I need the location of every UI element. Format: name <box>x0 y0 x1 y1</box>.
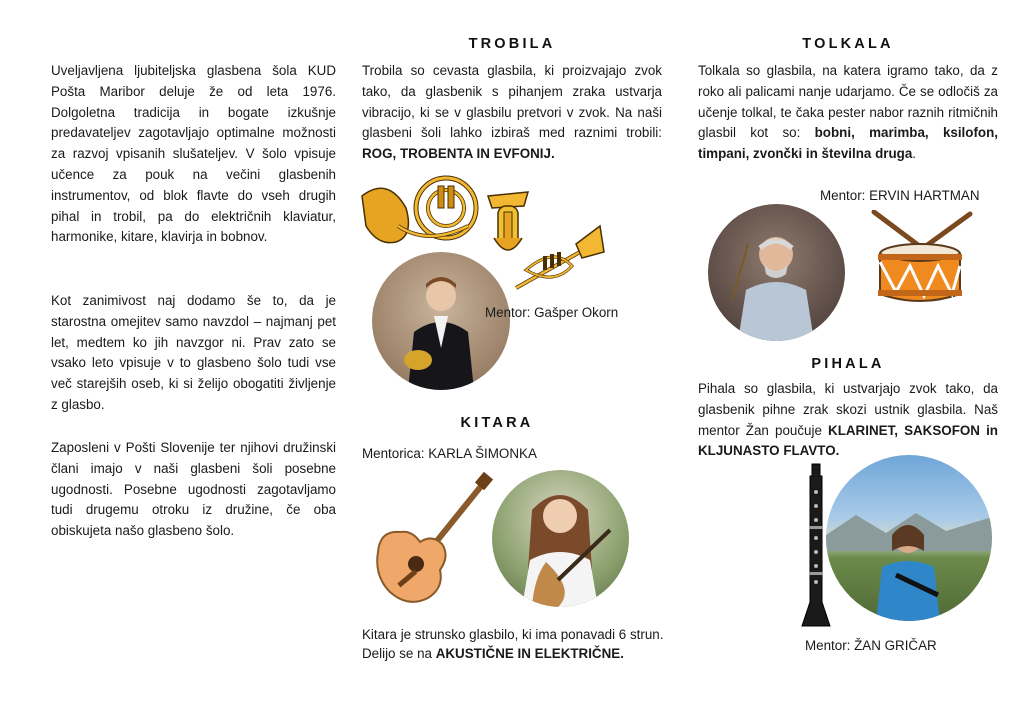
trobila-text-body: Trobila so cevasta glasbila, ki proizvajajo zvok tako, da glasbenik s pihanjem zraka ustvarja vibracijo, ki se v glasbilu pretvori v zvok. Na naši glasbeni šoli lahko izbiraš med raznimi trobili: <box>362 63 662 141</box>
tolkala-mentor: Mentor: ERVIN HARTMAN <box>820 188 980 203</box>
guitar-icon <box>370 472 495 607</box>
mentor-karla-photo <box>492 470 629 607</box>
pihala-text <box>698 379 998 462</box>
mentor-ervin-photo <box>708 204 845 341</box>
trobila-text <box>362 61 662 165</box>
person-icon <box>826 455 992 621</box>
kitara-heading: KITARA <box>460 415 534 431</box>
tolkala-text-body: Tolkala so glasbila, na katera igramo tako, da z roko ali palicami nanje udarjamo. Če se odločiš za učenje tolkal, te čaka pester nabor raznih ritmičnih glasbil kot so: <box>698 63 998 141</box>
tolkala-heading: TOLKALA <box>802 36 894 52</box>
french-horn-icon <box>362 178 476 243</box>
drum-icon <box>866 210 976 310</box>
intro-paragraph-3: Zaposleni v Pošti Slovenije ter njihovi družinski člani imajo v naši glasbeni šoli posebne ugodnosti. Posebne ugodnosti zagotavljamo tudi drugemu otroku iz družine, če oba obiskujeta našo glasbeno šolo. <box>51 440 336 539</box>
pihala-heading: PIHALA <box>811 356 885 372</box>
pihala-text-body: Pihala so glasbila, ki ustvarjajo zvok tako, da glasbenik pihne zrak skozi ustnik glasbila. Naš mentor Žan poučuje <box>698 381 998 438</box>
trumpet-icon <box>516 226 604 288</box>
kitara-text-bold: AKUSTIČNE IN ELEKTRIČNE. <box>435 645 624 661</box>
mentor-zan-photo <box>826 455 992 621</box>
person-icon <box>708 204 845 341</box>
kitara-mentor: Mentorica: KARLA ŠIMONKA <box>362 446 537 461</box>
tolkala-text-bold: bobni, marimba, ksilofon, timpani, zvončki in številna druga <box>698 125 998 162</box>
pihala-mentor: Mentor: ŽAN GRIČAR <box>805 638 937 653</box>
pihala-text-bold: KLARINET, SAKSOFON in KLJUNASTO FLAVTO. <box>698 422 998 459</box>
intro-paragraph-1: Uveljavljena ljubiteljska glasbena šola KUD Pošta Maribor deluje že od leta 1976. Dolgoletna tradicija in bogate izkušnje predavateljev zagotavljajo optimalne možnosti za razvoj vpisanih slušateljev. V šolo vpisuje učence za pouk na večini glasbenih instrumentov, od blok flavte do vseh drugih pihal in trobil, pa do električnih klaviatur, harmonike, kitare, klavirja in bobnov. <box>51 63 336 245</box>
kitara-text <box>362 626 667 663</box>
trobila-text-bold: ROG, TROBENTA IN EVFONIJ. <box>362 146 555 162</box>
tuba-icon <box>488 192 528 250</box>
tolkala-text <box>698 61 998 165</box>
trobila-heading: TROBILA <box>468 36 556 52</box>
tolkala-text-end: . <box>912 146 917 162</box>
trobila-mentor: Mentor: Gašper Okorn <box>485 305 619 320</box>
person-icon <box>492 470 629 607</box>
kitara-text-body: Kitara je strunsko glasbilo, ki ima ponavadi 6 strun. Delijo se na <box>362 627 664 661</box>
intro-paragraph-2: Kot zanimivost naj dodamo še to, da je starostna omejitev samo navzdol – najmanj pet let, medtem ko jih navzgor ni. Prav zato se vsako leto vpisuje v to glasbeno šolo tudi vse več starejših oseb, ki si želijo obogatiti življenje z glasbo. <box>51 293 336 412</box>
